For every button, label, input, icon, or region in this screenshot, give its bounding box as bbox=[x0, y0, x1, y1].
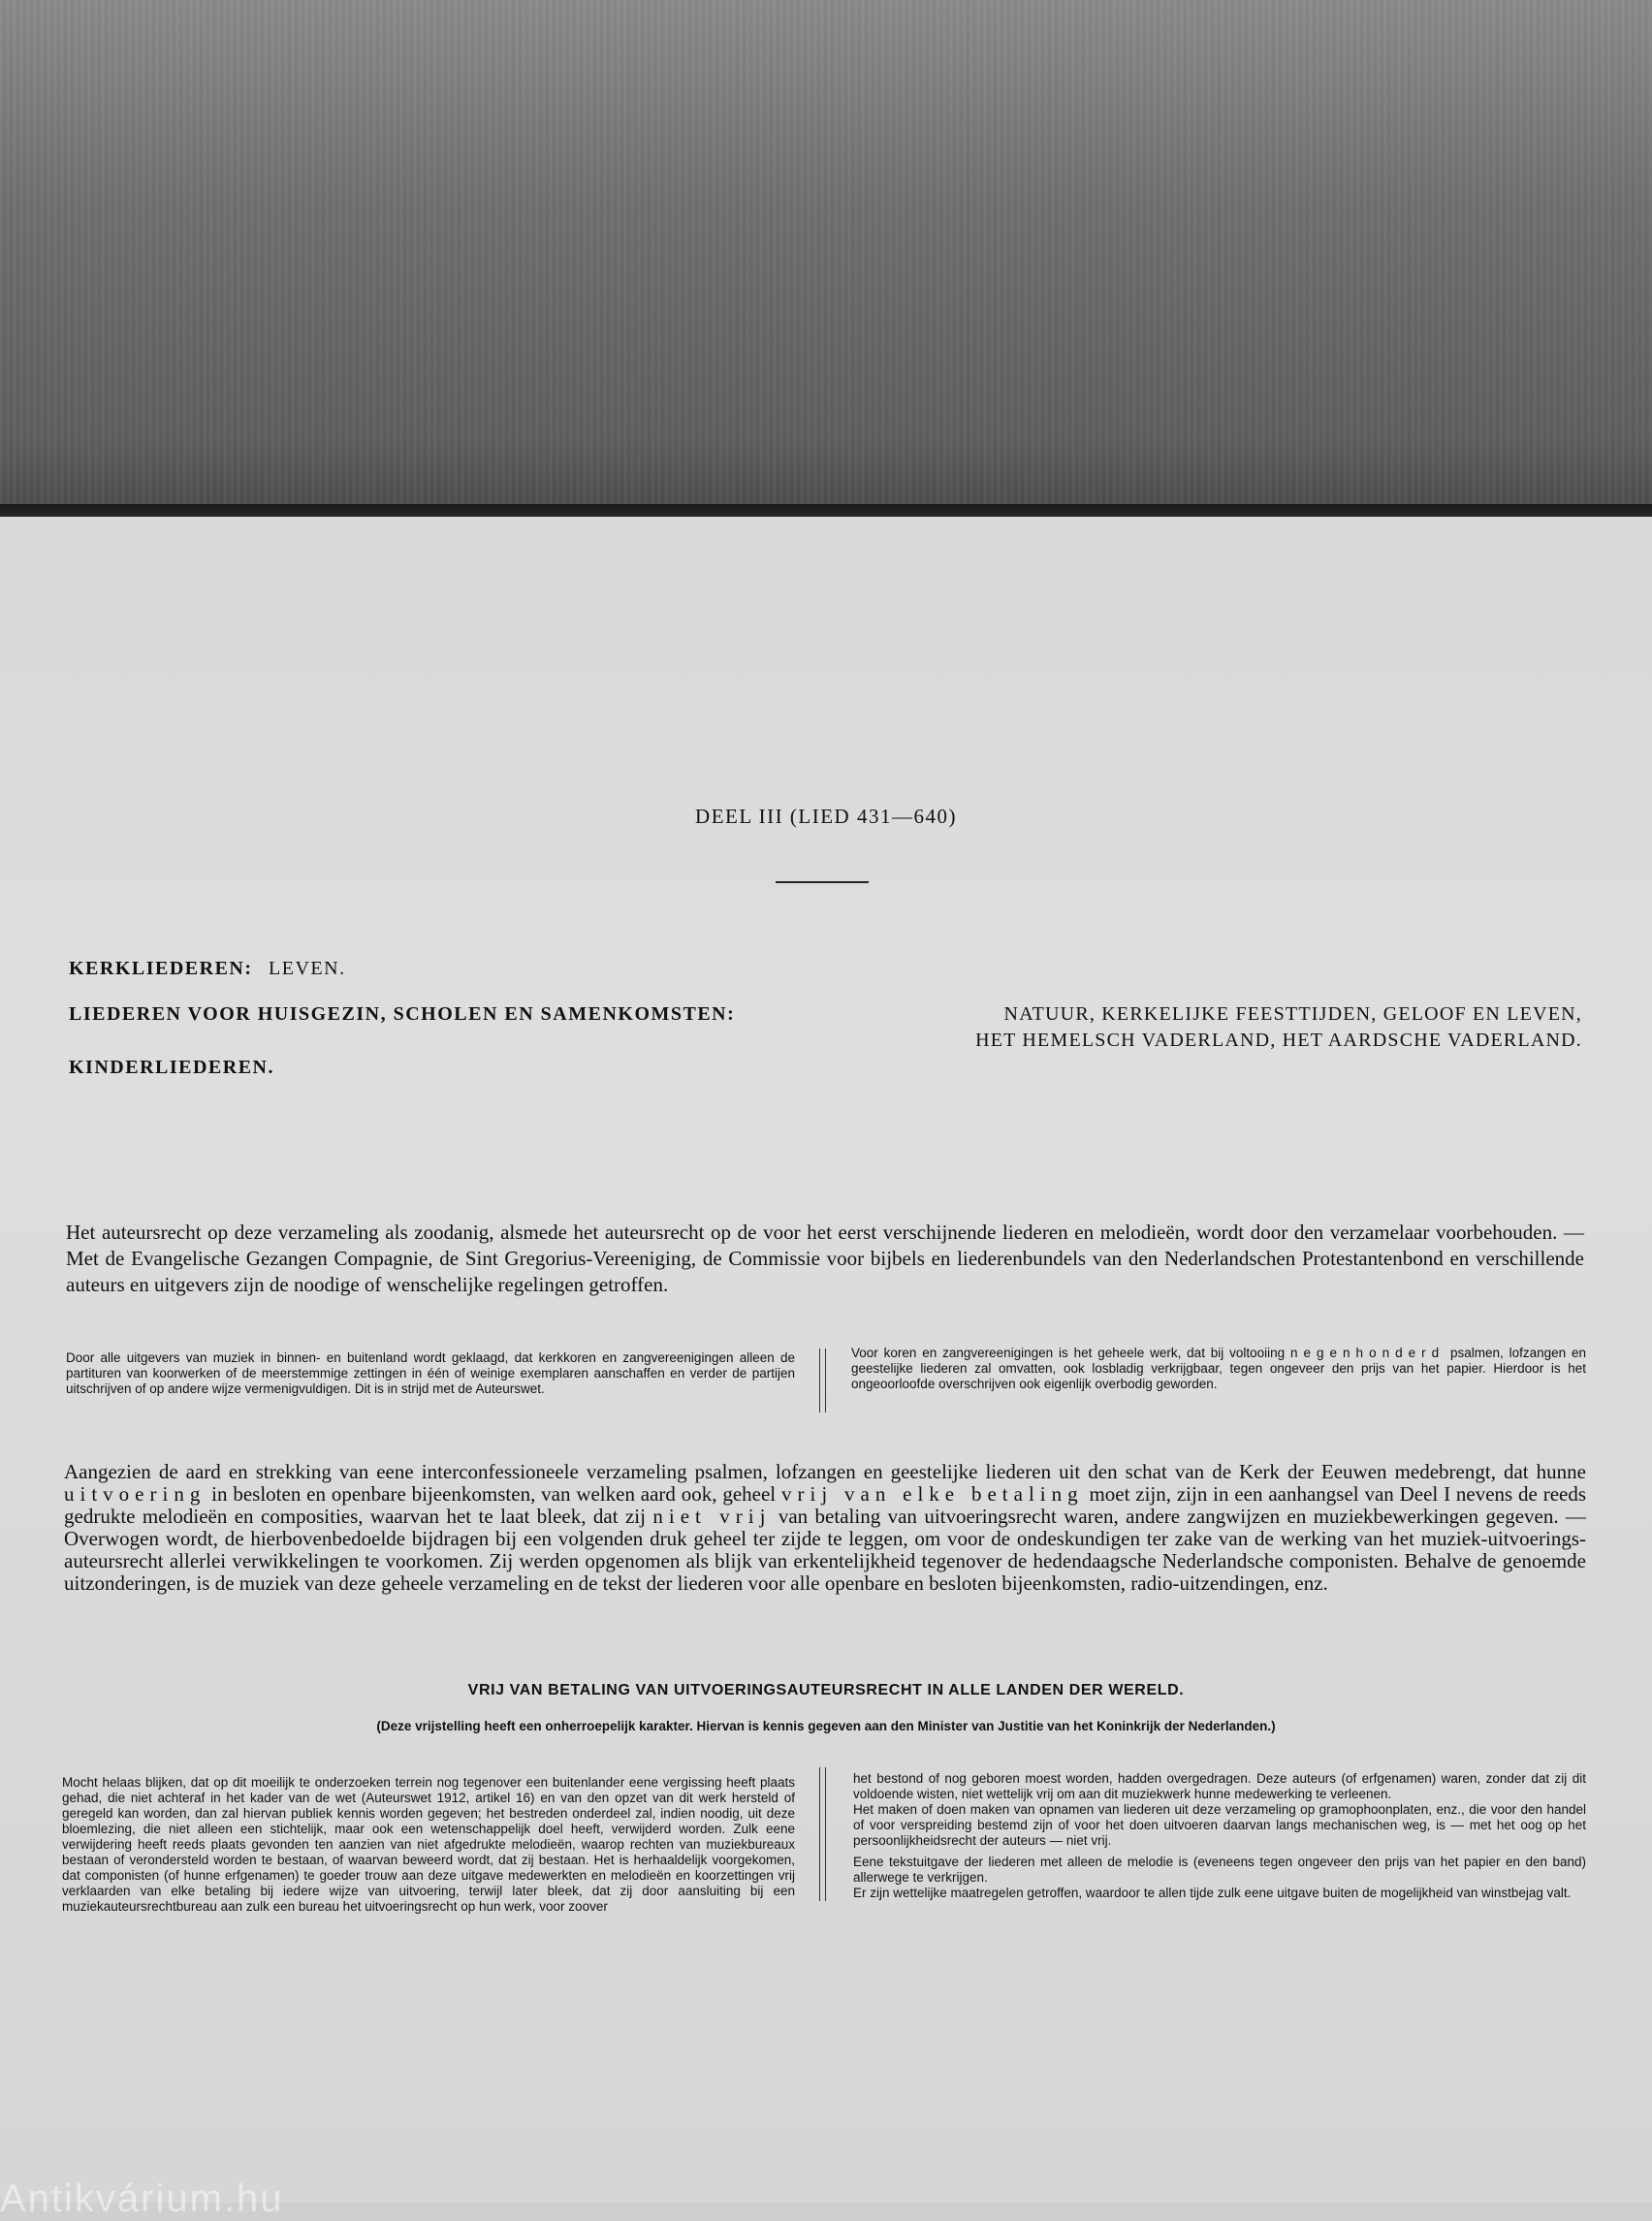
free-subheading: (Deze vrijstelling heeft een onherroepelijk karakter. Hiervan is kennis gegeven aan den Minister van Justitie van het Koninkrijk der Nederlanden.) bbox=[376, 1719, 1276, 1733]
paragraph-emphasis: vrij van elke betaling bbox=[781, 1482, 1084, 1506]
notice-emphasis: negenhonderd bbox=[1290, 1346, 1446, 1360]
paragraph-emphasis: niet vrij bbox=[652, 1505, 772, 1528]
paragraph-emphasis: uitvoering bbox=[64, 1482, 206, 1506]
notice2-right bbox=[853, 1771, 1586, 1901]
notice-text: Eene tekstuitgave der liederen met alleen de melodie is (eveneens tegen ongeveer den prijs van het papier en den band) allerwege te verkrijgen. bbox=[853, 1855, 1586, 1885]
column-divider bbox=[819, 1767, 826, 1901]
category-kerkliederen bbox=[69, 958, 346, 980]
paragraph-text: van betaling van uitvoeringsrecht waren, andere zangwijzen en muziekbewerkingen gegeven. — Overwogen wordt, de hierbovenbedoelde bijdragen bij een volgenden druk geheel ter zijde te leggen, om voor de ondeskundigen ter zake van de werking van het muziek-uitvoerings-auteursrecht allerlei verwikkelingen te voorkomen. Zij werden opgenomen als blijk van erkentelijkheid tegenover de hedendaagsche Nederlandsche componisten. Behalve de genoemde uitzonderingen, is de muziek van deze geheele verzameling en de tekst der liederen voor alle openbare en besloten bijeenkomsten, radio-uitzendingen, enz. bbox=[64, 1505, 1587, 1595]
notice-text: het bestond of nog geboren moest worden, hadden overgedragen. Deze auteurs (of erfgenamen) waren, zonder dat zij dit voldoende wisten, niet wettelijk vrij om aan dit muziekwerk hunne medewerking te verleenen. bbox=[853, 1771, 1586, 1801]
notice2-left: Mocht helaas blijken, dat op dit moeilijk te onderzoeken terrein nog tegenover een buitenlander eene vergissing heeft plaats gehad, die niet achteraf in het kader van de wet (Auteurswet 1912, artikel 16) en van den opzet van dit werk hersteld of geregeld kan worden, dan zal hiervan publiek kennis worden gegeven; het bestreden onderdeel zal, indien noodig, uit deze bloemlezing, die niet alleen een stichtelijk, maar ook een wetenschappelijk doel heeft, verwijderd worden. Zulk eene verwijdering heeft reeds plaats gevonden ten aanzien van niet afgedrukte melodieën, waarop rechten van muziekbureaux bestaan of verondersteld worden te bestaan, of waarvan beweerd wordt, dat zij bestaan. Het is herhaaldelijk voorgekomen, dat componisten (of hunne erfgenamen) te goeder trouw aan deze uitgave medewerkten en melodieën en koorzettingen vrij verklaarden van elke betaling bij iedere wijze van uitvoering, terwijl later bleek, dat zij door aansluiting bij een muziekauteursrechtbureau aan zulk een bureau het uitvoeringsrecht op hun werk, voor zoover bbox=[62, 1775, 795, 1914]
category-label: LIEDEREN VOOR HUISGEZIN, SCHOLEN EN SAMENKOMSTEN: bbox=[69, 1003, 736, 1025]
category-label: KINDERLIEDEREN. bbox=[69, 1057, 274, 1078]
free-heading: VRIJ VAN BETALING VAN UITVOERINGSAUTEURSRECHT IN ALLE LANDEN DER WERELD. bbox=[467, 1682, 1185, 1698]
category-huisgezin bbox=[69, 1003, 735, 1026]
title-divider bbox=[776, 881, 869, 883]
notice-right bbox=[851, 1346, 1586, 1392]
copyright-paragraph: Het auteursrecht op deze verzameling als zoodanig, alsmede het auteursrecht op de voor het eerst verschijnende liederen en melodieën, wordt door den verzamelaar voorbehouden. — Met de Evangelische Gezangen Compagnie, de Sint Gregorius-Vereeniging, de Commissie voor bijbels en liederenbundels van den Nederlandschen Protestantenbond en verschillende auteurs en uitgevers zijn de noodige of wenschelijke regelingen getroffen. bbox=[66, 1221, 1584, 1296]
category-value: NATUUR, KERKELIJKE FEESTTIJDEN, GELOOF EN LEVEN, bbox=[1003, 1003, 1582, 1025]
category-value: HET HEMELSCH VADERLAND, HET AARDSCHE VADERLAND. bbox=[975, 1030, 1582, 1051]
paragraph-text: Aangezien de aard en strekking van eene interconfessioneele verzameling psalmen, lofzangen en geestelijke liederen uit den schat van de Kerk der Eeuwen medebrengt, dat hunne bbox=[64, 1460, 1586, 1483]
background-surface bbox=[0, 0, 1652, 519]
document-page bbox=[0, 517, 1652, 2203]
category-huisgezin-values bbox=[807, 1003, 1582, 1052]
notice-left: Door alle uitgevers van muziek in binnen- en buitenland wordt geklaagd, dat kerkkoren en zangvereenigingen alleen de partituren van koorwerken of de meerstemmige zettingen in één of weinige exemplaren aanschaffen en verder de partijen uitschrijven of op andere wijze vermenigvuldigen. Dit is in strijd met de Auteurswet. bbox=[66, 1350, 795, 1396]
notice-text: Het maken of doen maken van opnamen van liederen uit deze verzameling op gramophoonplaten, enz., die voor den handel of voor verspreiding bestemd zijn of voor het doen uitvoeren daarvan langs mechanischen weg, is — met het oog op het persoonlijkheidsrecht der auteurs — niet vrij. bbox=[853, 1802, 1586, 1848]
main-paragraph bbox=[64, 1461, 1586, 1595]
category-label: KERKLIEDEREN: bbox=[69, 958, 253, 979]
page-title: DEEL III (LIED 431—640) bbox=[695, 805, 957, 828]
column-divider bbox=[819, 1348, 826, 1412]
watermark-logo: Antikvárium.hu bbox=[0, 2177, 284, 2220]
paragraph-text: moet zijn, zijn in een aanhangsel van Deel I nevens de reeds gedrukte melodieën en composities, waarvan het te laat bleek, dat zij bbox=[64, 1482, 1587, 1528]
notice-text: Voor koren en zangvereenigingen is het geheele werk, dat bij voltooiing bbox=[851, 1346, 1286, 1360]
category-value: LEVEN. bbox=[269, 958, 346, 979]
notice-text: psalmen, lofzangen en geestelijke liederen zal omvatten, ook losbladig verkrijgbaar, tegen ongeveer den prijs van het papier. Hierdoor is het ongeoorloofde overschrijven ook eigenlijk overbodig geworden. bbox=[851, 1346, 1586, 1391]
category-kinderliederen bbox=[69, 1057, 274, 1079]
notice-text: Er zijn wettelijke maatregelen getroffen, waardoor te allen tijde zulk eene uitgave buiten de mogelijkheid van winstbejag valt. bbox=[853, 1886, 1572, 1900]
paragraph-text: in besloten en openbare bijeenkomsten, van welken aard ook, geheel bbox=[211, 1482, 777, 1506]
